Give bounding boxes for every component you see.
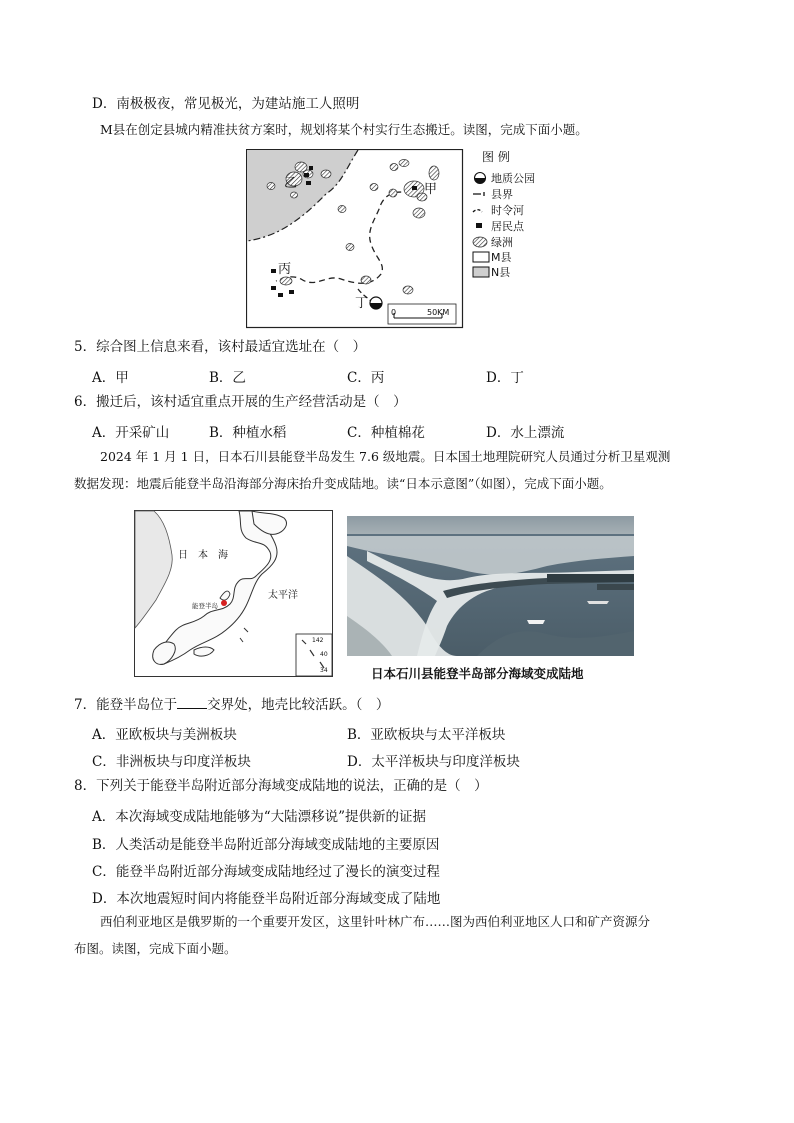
ryukyu-inset — [296, 634, 332, 676]
label-bing: 丙 — [278, 262, 292, 277]
pacific-ocean-label: 太平洋 — [268, 590, 298, 601]
legend-settlement-label: 居民点 — [491, 220, 524, 233]
legend-settlement-icon — [476, 223, 482, 228]
scale-bar — [388, 304, 456, 324]
q4-option-d: D．南极极夜，常见极光，为建站施工人照明 — [92, 96, 360, 112]
q6-stem: 6．搬迁后，该村适宜重点开展的生产经营活动是（ ） — [74, 394, 407, 410]
q7-stem-part1: 7．能登半岛位于 — [74, 697, 178, 713]
intro-passage-3-line1: 西伯利亚地区是俄罗斯的一个重要开发区，这里针叶林广布……图为西伯利亚地区人口和矿产资源分 — [100, 914, 651, 929]
q5-option-c[interactable]: C．丙 — [347, 370, 385, 386]
legend-m-county-icon — [473, 252, 489, 262]
label-jia: 甲 — [424, 182, 438, 197]
japan-sketch-map — [134, 510, 334, 678]
sea-of-japan-label: 日 本 海 — [178, 550, 228, 561]
q7-answer-blank — [177, 695, 207, 709]
legend-n-county-icon — [473, 267, 489, 277]
q7-option-d[interactable]: D．太平洋板块与印度洋板块 — [347, 754, 520, 770]
geopark-marker — [370, 297, 382, 309]
legend-river-icon — [473, 210, 482, 212]
legend-n-county-label: N县 — [491, 266, 511, 279]
q8-option-c[interactable]: C．能登半岛附近部分海域变成陆地经过了漫长的演变过程 — [92, 864, 440, 880]
q8-option-b[interactable]: B．人类活动是能登半岛附近部分海域变成陆地的主要原因 — [92, 837, 440, 853]
noto-peninsula-label: 能登半岛 — [192, 602, 218, 610]
intro-passage-2-line2: 数据发现：地震后能登半岛沿海部分海床抬升变成陆地。读“日本示意图”（如图），完成下面小题。 — [74, 476, 612, 491]
label-yi: 乙 — [284, 176, 298, 191]
q6-option-b[interactable]: B．种植水稻 — [209, 425, 287, 441]
noto-peninsula-marker — [221, 600, 227, 606]
intro-passage-1: M县在创定县城内精准扶贫方案时，规划将某个村实行生态搬迁。读图，完成下面小题。 — [100, 122, 588, 137]
q8-stem: 8．下列关于能登半岛附近部分海域变成陆地的说法，正确的是（ ） — [74, 778, 488, 794]
legend-title: 图 例 — [482, 150, 510, 164]
intro-passage-3-line2: 布图。读图，完成下面小题。 — [74, 941, 237, 956]
q7-stem — [74, 695, 389, 714]
legend-county-boundary-icon — [473, 192, 484, 196]
legend-oasis-label: 绿洲 — [491, 236, 513, 249]
q6-option-a[interactable]: A．开采矿山 — [92, 425, 170, 441]
scale-label: 50KM — [427, 308, 450, 317]
q5-stem: 5．综合图上信息来看，该村最适宜选址在（ ） — [74, 339, 367, 355]
legend-m-county-label: M县 — [491, 251, 512, 264]
q5-option-d[interactable]: D．丁 — [486, 370, 524, 386]
q7-option-a[interactable]: A．亚欧板块与美洲板块 — [92, 727, 237, 743]
label-ding: 丁 — [355, 296, 369, 311]
legend-oasis-icon — [473, 237, 487, 247]
photo-caption: 日本石川县能登半岛部分海域变成陆地 — [371, 666, 584, 681]
q7-option-b[interactable]: B．亚欧板块与太平洋板块 — [347, 727, 506, 743]
map1-legend — [470, 148, 560, 286]
q8-option-a[interactable]: A．本次海域变成陆地能够为“大陆漂移说”提供新的证据 — [92, 809, 427, 825]
inset-label-bottom: 34 — [320, 667, 328, 674]
q6-option-c[interactable]: C．种植棉花 — [347, 425, 425, 441]
village-relocation-map — [246, 149, 464, 329]
legend-county-boundary-label: 县界 — [491, 188, 513, 201]
q5-option-a[interactable]: A．甲 — [92, 370, 129, 386]
intro-passage-2-line1: 2024 年 1 月 1 日，日本石川县能登半岛发生 7.6 级地震。日本国土地理院研究人员通过分析卫星观测 — [100, 449, 671, 464]
q5-option-b[interactable]: B．乙 — [209, 370, 246, 386]
q8-option-d[interactable]: D．本次地震短时间内将能登半岛附近部分海域变成了陆地 — [92, 891, 441, 907]
q7-option-c[interactable]: C．非洲板块与印度洋板块 — [92, 754, 251, 770]
inset-label-mid: 40 — [320, 651, 328, 658]
inset-label-top: 142 — [312, 637, 324, 644]
coast-uplift-photo — [347, 516, 634, 656]
q6-option-d[interactable]: D．水上漂流 — [486, 425, 565, 441]
legend-river-label: 时令河 — [491, 204, 524, 217]
q7-stem-part2: 交界处，地壳比较活跃。（ ） — [207, 697, 390, 713]
legend-geopark-label: 地质公园 — [491, 172, 535, 185]
scale-zero: 0 — [391, 308, 397, 317]
